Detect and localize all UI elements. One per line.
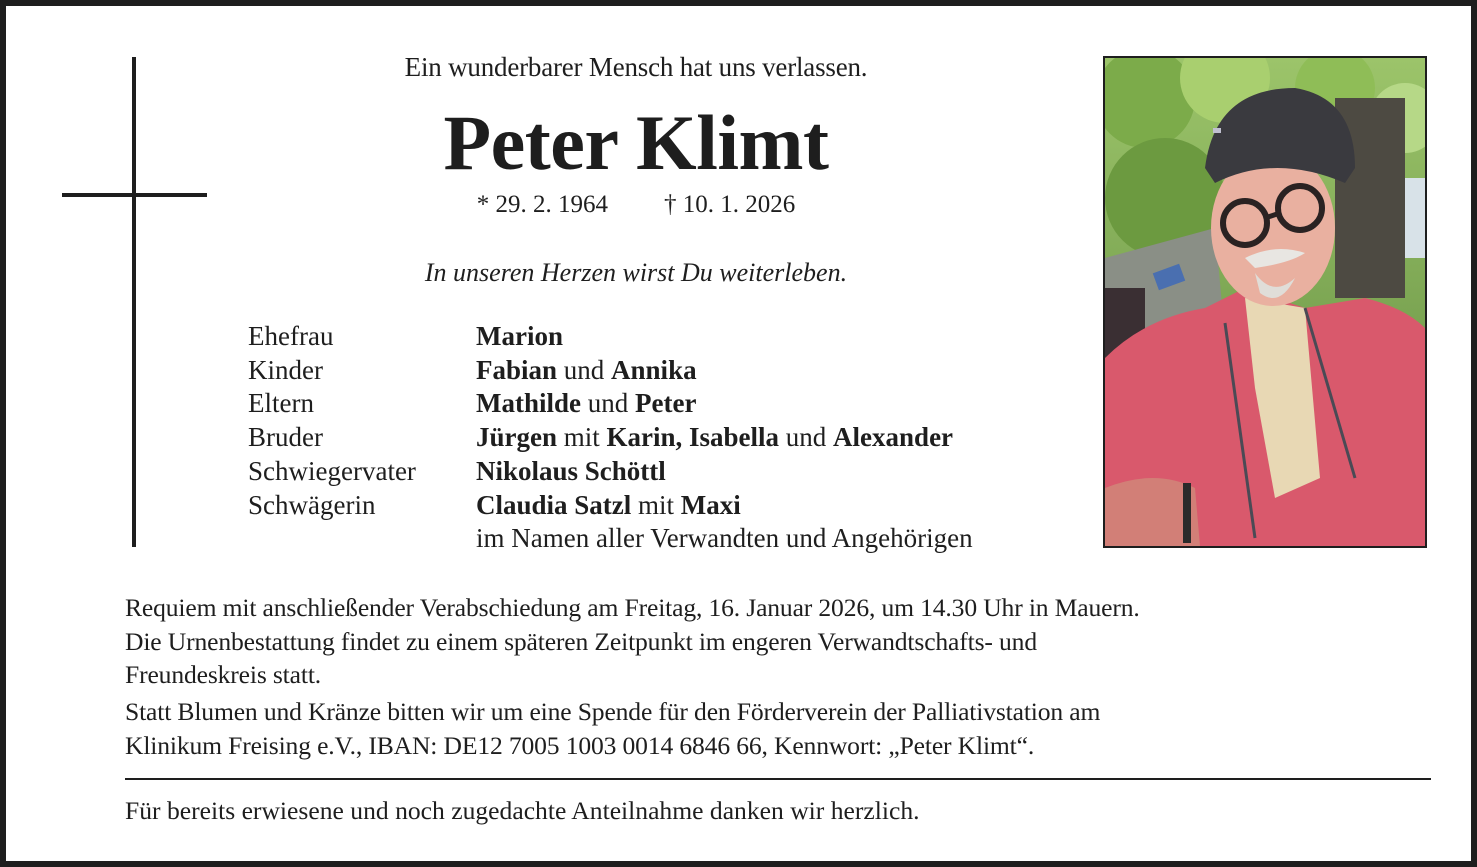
- requiem-line: Freundeskreis statt.: [125, 660, 322, 689]
- cross-icon-vertical-bar: [132, 57, 136, 547]
- donation-line: Statt Blumen und Kränze bitten wir um eine Spende für den Förderverein der Palliativstation am: [125, 697, 1101, 726]
- connector-text: und: [779, 422, 834, 453]
- connector-text: und: [581, 388, 635, 419]
- relative-name: Claudia Satzl: [476, 489, 632, 520]
- birth-date: * 29. 2. 1964: [476, 191, 608, 218]
- connector-text: mit: [631, 489, 681, 520]
- relative-names: [476, 489, 741, 523]
- relative-name: Annika: [611, 354, 697, 385]
- donation-paragraph: [125, 695, 1435, 762]
- relative-row: [248, 421, 973, 455]
- life-dates: [236, 189, 1036, 221]
- relative-names: [476, 522, 973, 556]
- connector-text: und: [557, 354, 612, 385]
- relative-name: Peter: [635, 388, 697, 419]
- relative-name: Marion: [476, 321, 563, 351]
- relative-row: [248, 354, 973, 388]
- relative-names: [476, 354, 697, 388]
- relative-label: Kinder: [248, 354, 323, 385]
- relative-name: Alexander: [833, 422, 954, 453]
- death-date: † 10. 1. 2026: [664, 191, 796, 218]
- thanks-line: Für bereits erwiesene und noch zugedachte Anteilnahme danken wir herzlich.: [125, 796, 920, 825]
- relative-names: [476, 455, 666, 489]
- portrait-photo: [1103, 56, 1427, 548]
- requiem-line: Die Urnenbestattung findet zu einem späteren Zeitpunkt im engeren Verwandtschafts- und: [125, 626, 1037, 656]
- relative-names: [476, 387, 696, 421]
- relative-names: [476, 421, 953, 455]
- relative-row: [248, 455, 973, 489]
- relative-label: [248, 522, 476, 556]
- deceased-name: Peter Klimt: [443, 99, 829, 186]
- relative-label: Schwägerin: [248, 489, 376, 520]
- connector-text: im Namen aller Verwandten und Angehörigen: [476, 523, 973, 554]
- requiem-line: Requiem mit anschließender Verabschiedung am Freitag, 16. Januar 2026, um 14.30 Uhr in Mauern.: [125, 593, 1140, 622]
- requiem-paragraph: [125, 591, 1435, 692]
- relative-label: Eltern: [248, 388, 314, 419]
- cross-icon-horizontal-bar: [62, 193, 207, 197]
- relative-name: Karin, Isabella: [606, 422, 780, 453]
- relative-row: [248, 522, 973, 556]
- relative-label: Ehefrau: [248, 321, 334, 351]
- relative-name: Jürgen: [476, 422, 557, 453]
- relative-name: Fabian: [476, 354, 558, 385]
- divider-rule: [125, 778, 1431, 780]
- donation-line: Klinikum Freising e.V., IBAN: DE12 7005 1003 0014 6846 66, Kennwort: „Peter Klimt“.: [125, 730, 1035, 760]
- intro-line: Ein wunderbarer Mensch hat uns verlassen.: [404, 52, 868, 82]
- motto-line: In unseren Herzen wirst Du weiterleben.: [424, 258, 848, 287]
- relative-row: [248, 320, 973, 354]
- connector-text: mit: [557, 422, 607, 453]
- relative-name: Nikolaus Schöttl: [476, 455, 666, 486]
- relative-row: [248, 387, 973, 421]
- relative-label: Bruder: [248, 422, 323, 453]
- relative-name: Maxi: [680, 489, 741, 520]
- relative-row: [248, 489, 973, 523]
- relative-name: Mathilde: [476, 388, 581, 419]
- relative-label: Schwiegervater: [248, 455, 416, 486]
- relatives-list: [248, 320, 973, 556]
- portrait-illustration: [1105, 58, 1425, 546]
- relative-names: [476, 320, 563, 354]
